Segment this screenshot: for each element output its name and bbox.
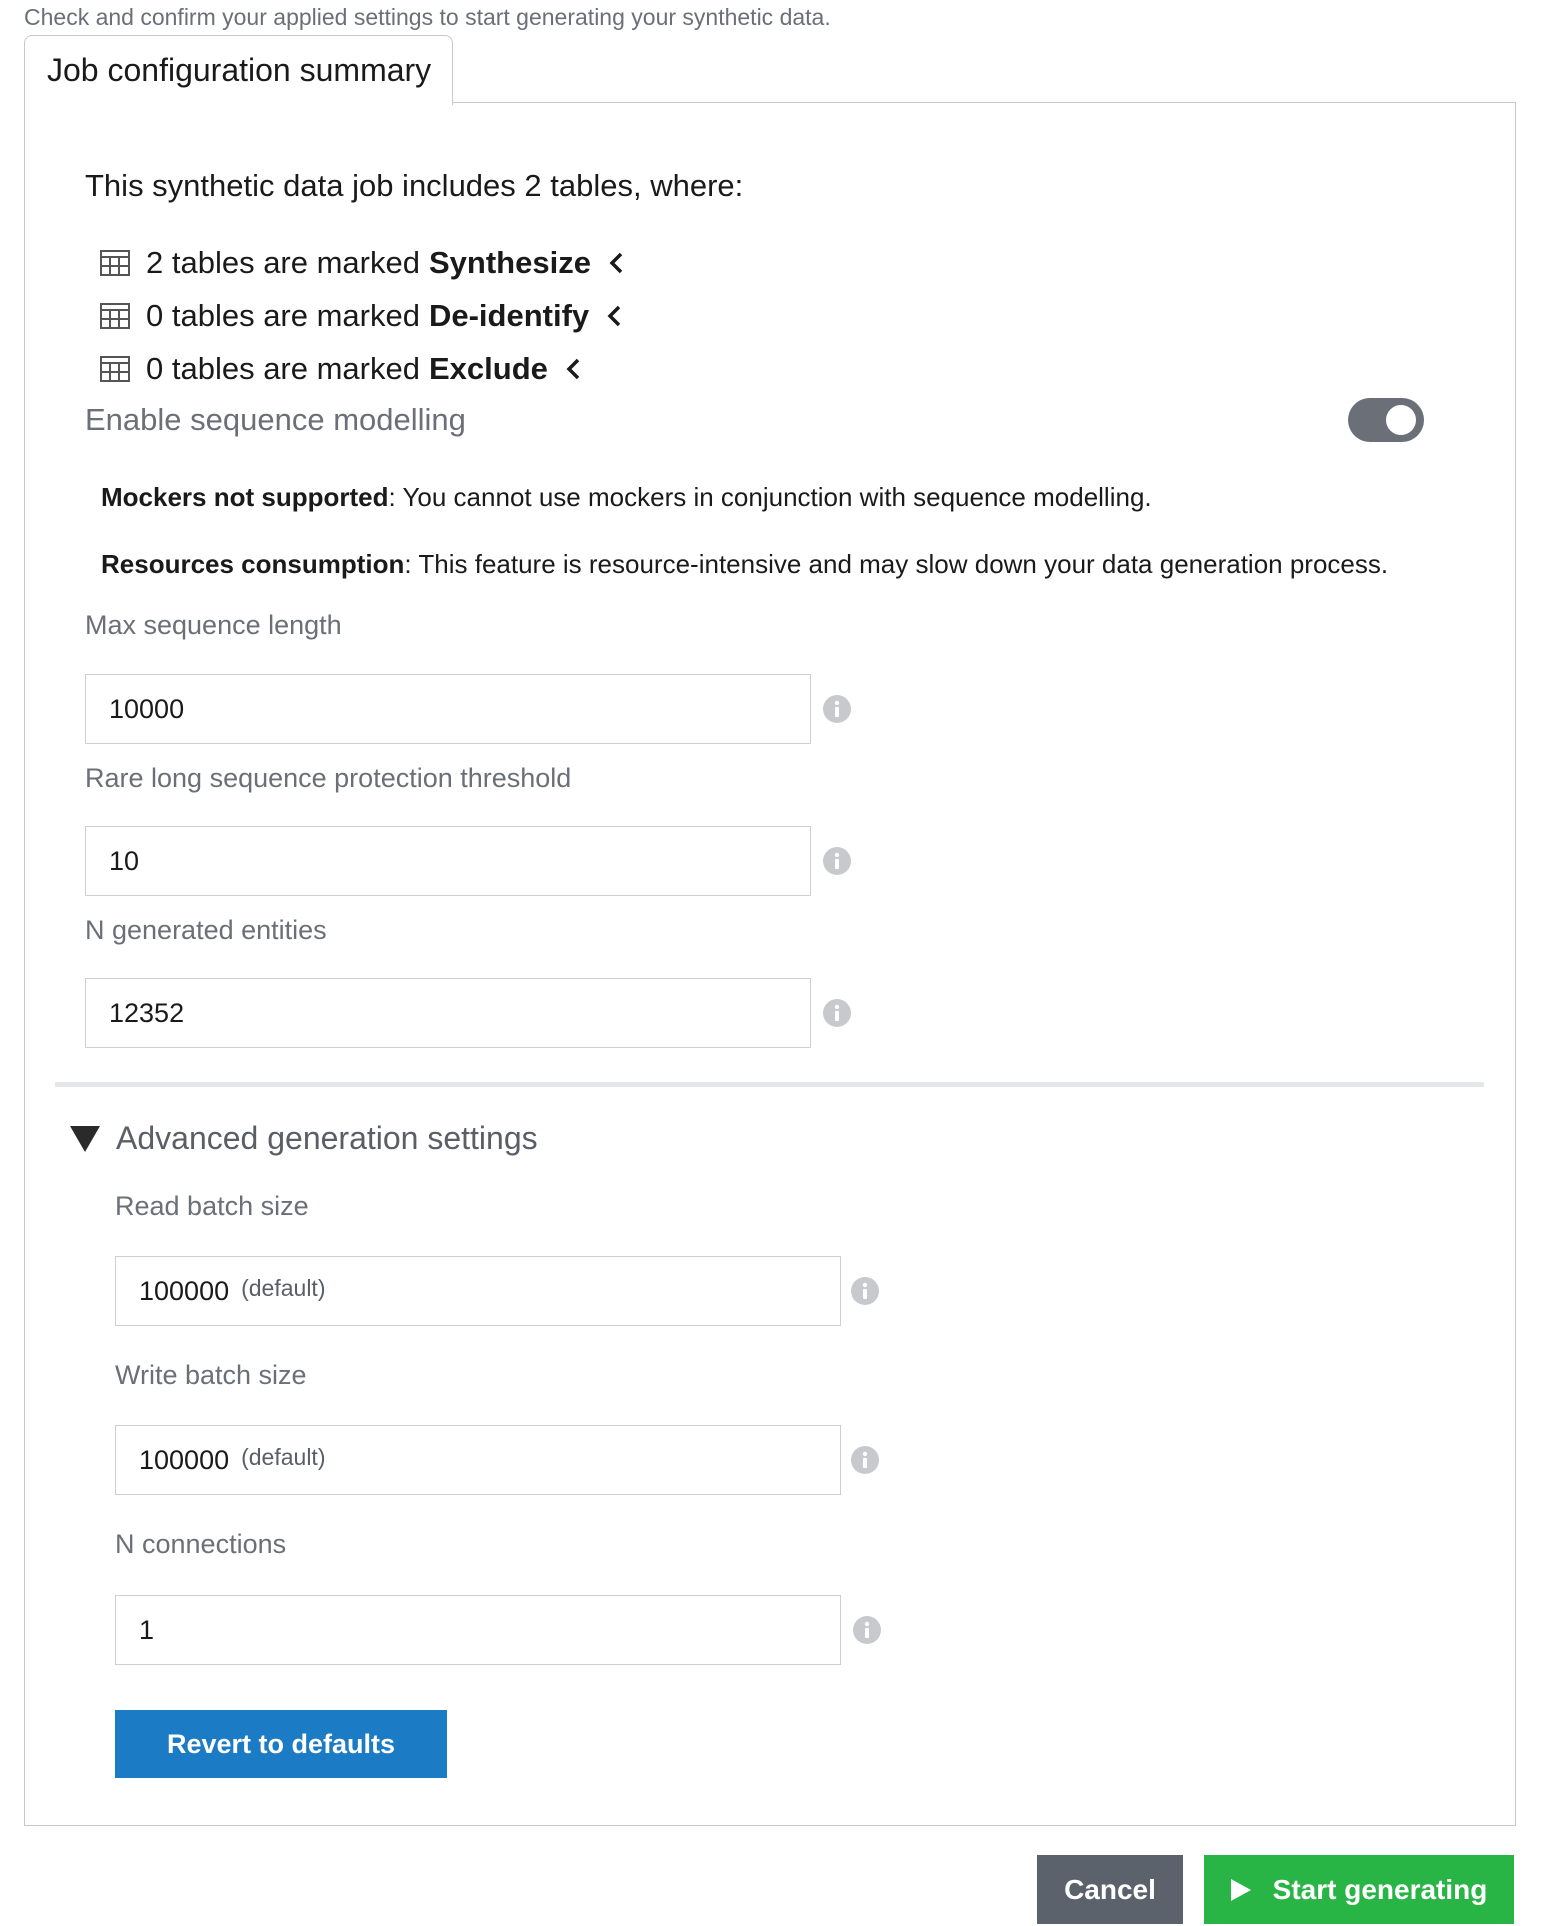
n-connections-label: N connections bbox=[115, 1529, 287, 1559]
write-batch-size-label: Write batch size bbox=[115, 1360, 307, 1390]
info-icon[interactable] bbox=[851, 1446, 879, 1474]
table-mode-name: Exclude bbox=[428, 351, 548, 386]
warning-mockers bbox=[101, 482, 1152, 513]
start-generating-label: Start generating bbox=[1272, 1873, 1488, 1905]
n-generated-entities-label: N generated entities bbox=[85, 915, 327, 945]
info-icon[interactable] bbox=[823, 847, 851, 875]
advanced-settings-toggle[interactable]: Advanced generation settings bbox=[116, 1120, 538, 1156]
play-icon bbox=[1231, 1879, 1251, 1901]
rare-long-sequence-threshold-input[interactable] bbox=[85, 826, 811, 896]
chevron-left-icon[interactable] bbox=[564, 357, 582, 381]
section-divider bbox=[55, 1082, 1484, 1087]
revert-to-defaults-button[interactable]: Revert to defaults bbox=[115, 1710, 447, 1778]
input-value: 10000 bbox=[109, 693, 185, 724]
intro-text: Check and confirm your applied settings to start generating your synthetic data. bbox=[24, 4, 831, 30]
input-value: 1 bbox=[139, 1614, 155, 1645]
input-value: 10 bbox=[109, 845, 140, 876]
table-icon bbox=[100, 250, 130, 276]
tab-job-configuration-summary[interactable] bbox=[24, 35, 453, 105]
write-batch-size-input[interactable] bbox=[115, 1425, 841, 1495]
table-mode-text: 2 tables are marked bbox=[146, 245, 420, 280]
read-batch-size-input[interactable] bbox=[115, 1256, 841, 1326]
table-mode-row-de-identify[interactable] bbox=[100, 296, 623, 336]
warning-title: Mockers not supported bbox=[101, 482, 389, 512]
info-icon[interactable] bbox=[853, 1616, 881, 1644]
max-sequence-length-input[interactable] bbox=[85, 674, 811, 744]
read-batch-size-label: Read batch size bbox=[115, 1191, 309, 1221]
warning-resources bbox=[101, 549, 1388, 580]
max-sequence-length-label: Max sequence length bbox=[85, 610, 342, 640]
tab-label: Job configuration summary bbox=[47, 52, 432, 88]
warning-text: : You cannot use mockers in conjunction with sequence modelling. bbox=[388, 482, 1152, 512]
start-generating-button[interactable] bbox=[1204, 1855, 1514, 1924]
input-value: 100000 bbox=[139, 1444, 230, 1475]
table-mode-text: 0 tables are marked bbox=[146, 298, 420, 333]
chevron-left-icon[interactable] bbox=[605, 304, 623, 328]
chevron-left-icon[interactable] bbox=[607, 251, 625, 275]
input-value: 100000 bbox=[139, 1275, 230, 1306]
table-icon bbox=[100, 303, 130, 329]
cancel-button[interactable]: Cancel bbox=[1037, 1855, 1183, 1924]
table-mode-row-synthesize[interactable] bbox=[100, 243, 625, 283]
n-connections-input[interactable] bbox=[115, 1595, 841, 1665]
table-icon bbox=[100, 356, 130, 382]
sequence-modelling-toggle[interactable] bbox=[1348, 398, 1424, 442]
default-hint: (default) bbox=[241, 1443, 326, 1470]
warning-title: Resources consumption bbox=[101, 549, 405, 579]
info-icon[interactable] bbox=[823, 695, 851, 723]
table-mode-name: Synthesize bbox=[428, 245, 591, 280]
sequence-modelling-label: Enable sequence modelling bbox=[85, 402, 466, 437]
summary-heading: This synthetic data job includes 2 tables, where: bbox=[85, 168, 744, 203]
table-mode-name: De-identify bbox=[428, 298, 590, 333]
input-value: 12352 bbox=[109, 997, 185, 1028]
rare-long-sequence-threshold-label: Rare long sequence protection threshold bbox=[85, 763, 572, 793]
table-mode-row-exclude[interactable] bbox=[100, 349, 582, 389]
info-icon[interactable] bbox=[851, 1277, 879, 1305]
table-mode-text: 0 tables are marked bbox=[146, 351, 420, 386]
toggle-knob bbox=[1386, 405, 1416, 435]
info-icon[interactable] bbox=[823, 999, 851, 1027]
n-generated-entities-input[interactable] bbox=[85, 978, 811, 1048]
default-hint: (default) bbox=[241, 1274, 326, 1301]
collapse-triangle-icon[interactable] bbox=[70, 1126, 100, 1152]
warning-text: : This feature is resource-intensive and may slow down your data generation process. bbox=[404, 549, 1389, 579]
